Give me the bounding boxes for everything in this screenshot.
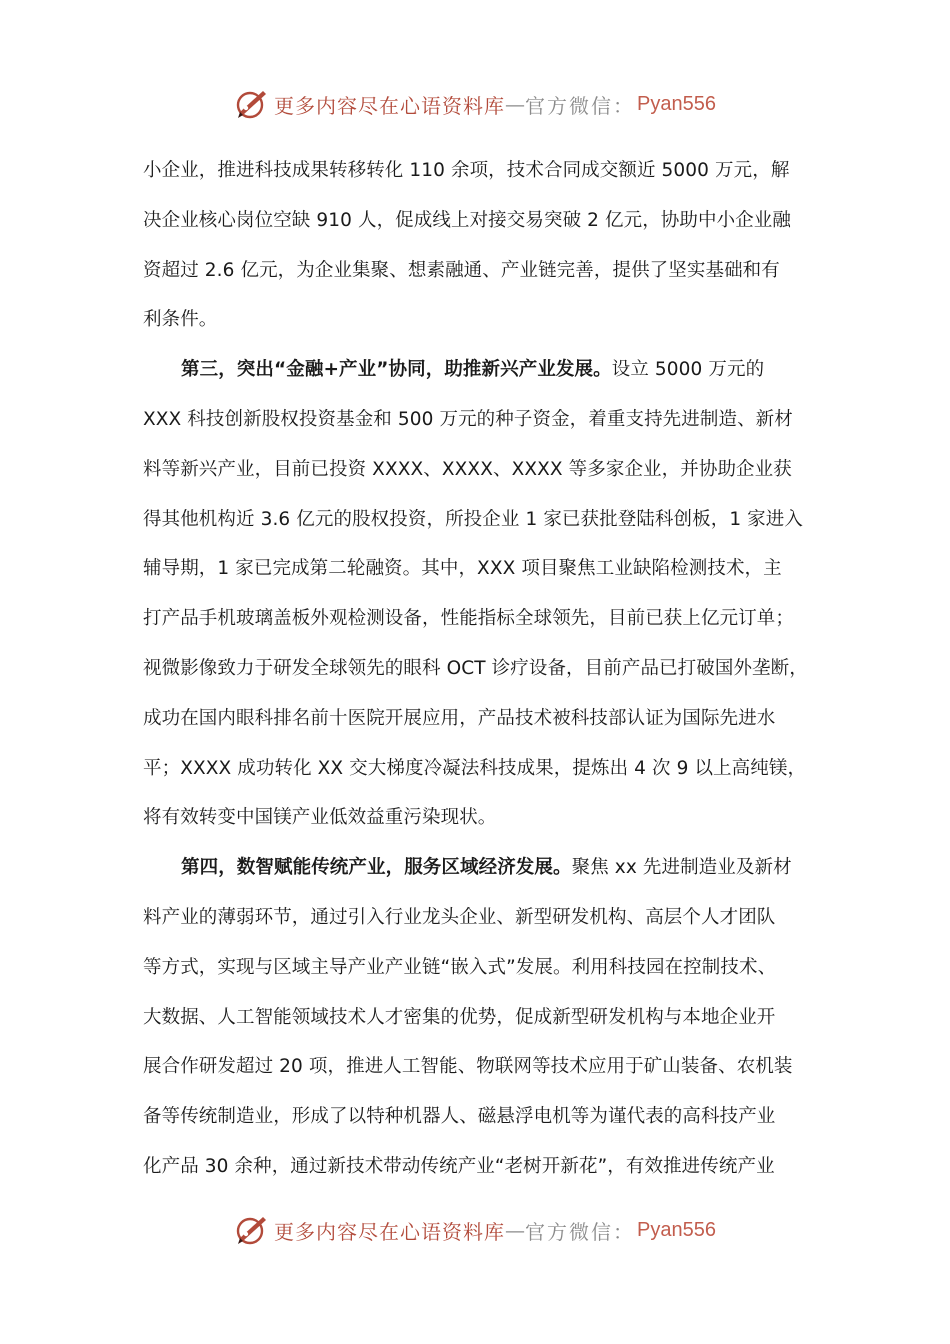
banner-wechat-label: 官方微信： (525, 1219, 636, 1244)
text-line: 备等传统制造业，形成了以特种机器人、磁悬浮电机等为谨代表的高科技产业 (143, 1106, 776, 1128)
text-line: 打产品手机玻璃盖板外观检测设备，性能指标全球领先，目前已获上亿元订单； (143, 608, 795, 630)
text-line: XXX 科技创新股权投资基金和 500 万元的种子资金，着重支持先进制造、新材 (143, 408, 793, 430)
banner-wechat-label: 官方微信： (525, 93, 636, 118)
footer-banner (0, 1208, 950, 1252)
text-line (143, 345, 813, 395)
text-line: 展合作研发超过 20 项，推进人工智能、物联网等技术应用于矿山装备、农机装 (143, 1056, 793, 1078)
banner-site-text: 更多内容尽在心语资料库 (274, 93, 506, 118)
text-line: 料产业的薄弱环节，通过引入行业龙头企业、新型研发机构、高层个人才团队 (143, 906, 776, 928)
text-line: 资超过 2.6 亿元，为企业集聚、想素融通、产业链完善，提供了坚实基础和有 (143, 259, 780, 281)
text-run: 聚焦 xx 先进制造业及新材 (571, 857, 792, 879)
text-run: 设立 5000 万元的 (611, 359, 765, 381)
text-line: 得其他机构近 3.6 亿元的股权投资，所投企业 1 家已获批登陆科创板，1 家进入 (143, 508, 803, 530)
paragraph-1 (143, 146, 813, 345)
paragraph-heading: 第四，数智赋能传统产业，服务区域经济发展。 (181, 857, 572, 879)
text-line: 平；XXXX 成功转化 XX 交大梯度冷凝法科技成果，提炼出 4 次 9 以上高纯镁， (143, 757, 807, 779)
text-line: 决企业核心岗位空缺 910 人，促成线上对接交易突破 2 亿元，协助中小企业融 (143, 209, 792, 231)
banner-site-text: 更多内容尽在心语资料库 (274, 1219, 506, 1244)
banner-dash: — (505, 1218, 526, 1242)
banner-wechat-id: Pyan556 (637, 92, 716, 115)
text-line: 利条件。 (143, 309, 218, 331)
document-body (143, 146, 813, 1192)
banner-wechat-id: Pyan556 (637, 1218, 716, 1241)
banner-dash: — (505, 92, 526, 116)
paragraph-2 (143, 345, 813, 843)
paragraph-3 (143, 843, 813, 1192)
text-line: 等方式，实现与区域主导产业产业链“嵌入式”发展。利用科技园在控制技术、 (143, 956, 777, 978)
header-banner (0, 82, 950, 126)
text-line: 小企业，推进科技成果转移转化 110 余项，技术合同成交额近 5000 万元，解 (143, 160, 790, 181)
pen-logo-icon (234, 86, 270, 122)
text-line (143, 843, 813, 893)
text-line: 化产品 30 余种，通过新技术带动传统产业“老树开新花”，有效推进传统产业 (143, 1155, 775, 1177)
pen-logo-icon (234, 1212, 270, 1248)
text-line: 将有效转变中国镁产业低效益重污染现状。 (143, 807, 497, 829)
text-line: 大数据、人工智能领域技术人才密集的优势，促成新型研发机构与本地企业开 (143, 1006, 776, 1028)
text-line: 辅导期，1 家已完成第二轮融资。其中，XXX 项目聚焦工业缺陷检测技术，主 (143, 558, 782, 580)
text-line: 视微影像致力于研发全球领先的眼科 OCT 诊疗设备，目前产品已打破国外垄断， (143, 657, 808, 679)
paragraph-heading: 第三，突出“金融+产业”协同，助推新兴产业发展。 (181, 359, 612, 381)
text-line: 成功在国内眼科排名前十医院开展应用，产品技术被科技部认证为国际先进水 (143, 707, 776, 729)
text-line: 料等新兴产业，目前已投资 XXXX、XXXX、XXXX 等多家企业，并协助企业获 (143, 458, 792, 480)
